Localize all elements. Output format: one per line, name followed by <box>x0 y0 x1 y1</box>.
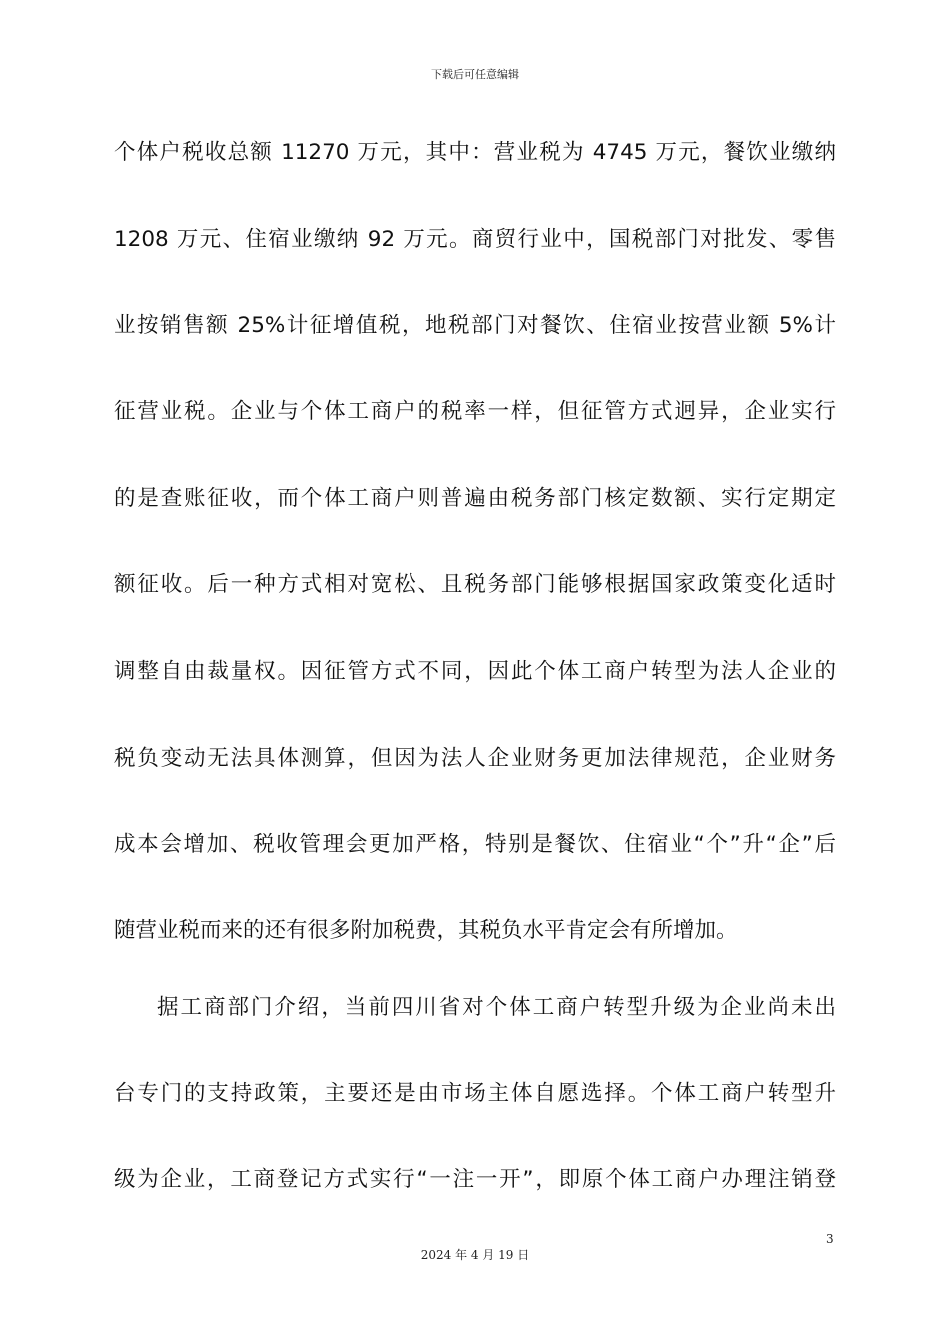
body-line: 个体户税收总额 11270 万元，其中：营业税为 4745 万元，餐饮业缴纳 <box>114 140 836 165</box>
body-line: 1208 万元、住宿业缴纳 92 万元。商贸行业中，国税部门对批发、零售 <box>114 227 836 252</box>
body-line: 业按销售额 25%计征增值税，地税部门对餐饮、住宿业按营业额 5%计 <box>114 313 836 338</box>
page-number: 3 <box>826 1232 834 1246</box>
body-line: 级为企业，工商登记方式实行“一注一开”，即原个体工商户办理注销登 <box>114 1167 836 1192</box>
body-line: 台专门的支持政策，主要还是由市场主体自愿选择。个体工商户转型升 <box>114 1081 836 1106</box>
body-line: 据工商部门介绍，当前四川省对个体工商户转型升级为企业尚未出 <box>157 995 836 1020</box>
body-line: 调整自由裁量权。因征管方式不同，因此个体工商户转型为法人企业的 <box>114 659 836 684</box>
header-note: 下载后可任意编辑 <box>431 68 519 81</box>
body-line: 税负变动无法具体测算，但因为法人企业财务更加法律规范，企业财务 <box>114 746 836 771</box>
body-line: 额征收。后一种方式相对宽松、且税务部门能够根据国家政策变化适时 <box>114 572 836 597</box>
body-line: 的是查账征收，而个体工商户则普遍由税务部门核定数额、实行定期定 <box>114 486 836 511</box>
footer-date: 2024 年 4 月 19 日 <box>420 1248 530 1262</box>
body-line: 成本会增加、税收管理会更加严格，特别是餐饮、住宿业“个”升“企”后 <box>114 832 836 857</box>
body-line: 随营业税而来的还有很多附加税费，其税负水平肯定会有所增加。 <box>114 918 738 943</box>
body-line: 征营业税。企业与个体工商户的税率一样，但征管方式迥异，企业实行 <box>114 399 836 424</box>
